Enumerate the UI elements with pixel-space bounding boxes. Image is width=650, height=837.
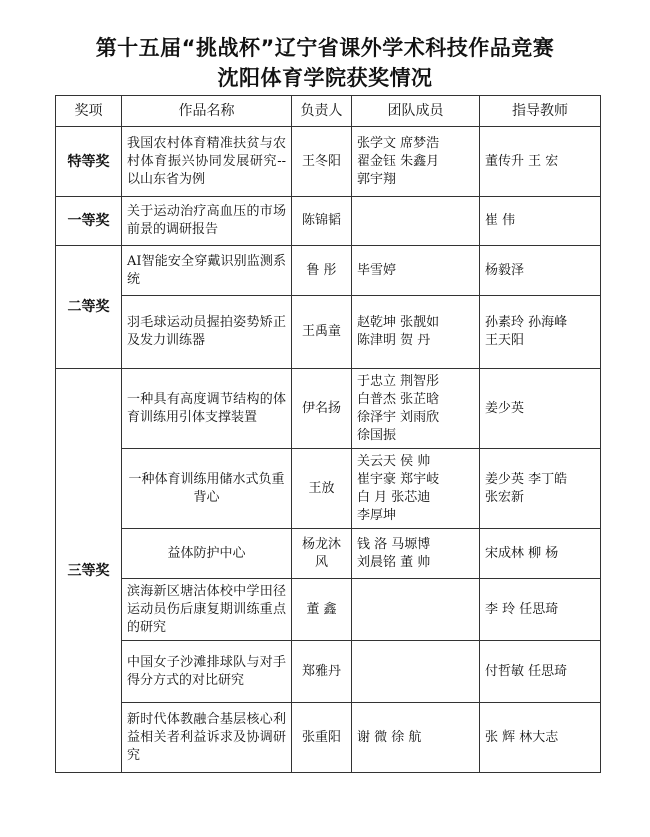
table-row — [56, 197, 601, 246]
leader-name: 杨龙沐风 — [292, 529, 352, 579]
advisor-names: 孙素玲 孙海峰 王天阳 — [480, 296, 601, 369]
advisor-names: 崔 伟 — [480, 197, 601, 246]
header-advisor: 指导教师 — [480, 96, 601, 127]
page-subtitle: 沈阳体育学院获奖情况 — [217, 66, 433, 90]
work-name: 中国女子沙滩排球队与对手得分方式的对比研究 — [122, 641, 292, 703]
leader-name: 董 鑫 — [292, 579, 352, 641]
table-row — [56, 369, 601, 449]
team-members — [352, 579, 480, 641]
work-name: 新时代体教融合基层核心利益相关者利益诉求及协调研究 — [122, 703, 292, 773]
header-award: 奖项 — [56, 96, 122, 127]
header-leader: 负责人 — [292, 96, 352, 127]
work-name: 滨海新区塘沽体校中学田径运动员伤后康复期训练重点的研究 — [122, 579, 292, 641]
awards-table — [55, 95, 601, 773]
work-name: 一种体育训练用储水式负重背心 — [122, 449, 292, 529]
leader-name: 张重阳 — [292, 703, 352, 773]
table-row — [56, 529, 601, 579]
work-name: 益体防护中心 — [122, 529, 292, 579]
work-name: 我国农村体育精准扶贫与农村体育振兴协同发展研究--以山东省为例 — [122, 127, 292, 197]
team-members — [352, 641, 480, 703]
leader-name: 王冬阳 — [292, 127, 352, 197]
team-members: 张学文 席梦浩 翟金钰 朱鑫月 郭宇翔 — [352, 127, 480, 197]
table-row — [56, 641, 601, 703]
award-special: 特等奖 — [56, 127, 122, 197]
header-team: 团队成员 — [352, 96, 480, 127]
leader-name: 王禹童 — [292, 296, 352, 369]
advisor-names: 李 玲 任思琦 — [480, 579, 601, 641]
advisor-names: 付哲敏 任思琦 — [480, 641, 601, 703]
table-row — [56, 579, 601, 641]
advisor-names: 姜少英 李丁皓 张宏新 — [480, 449, 601, 529]
advisor-names: 张 辉 林大志 — [480, 703, 601, 773]
header-work: 作品名称 — [122, 96, 292, 127]
advisor-names: 宋成林 柳 杨 — [480, 529, 601, 579]
table-row — [56, 449, 601, 529]
table-row — [56, 703, 601, 773]
leader-name: 鲁 彤 — [292, 246, 352, 296]
leader-name: 伊名扬 — [292, 369, 352, 449]
table-header-row — [56, 96, 601, 127]
work-name: 羽毛球运动员握拍姿势矫正及发力训练器 — [122, 296, 292, 369]
table-row — [56, 296, 601, 369]
advisor-names: 董传升 王 宏 — [480, 127, 601, 197]
work-name: 一种具有高度调节结构的体育训练用引体支撑装置 — [122, 369, 292, 449]
team-members: 钱 洛 马塬博 刘晨铭 董 帅 — [352, 529, 480, 579]
team-members: 于忠立 荆智彤 白普杰 张芷晗 徐泽宇 刘雨欣 徐国振 — [352, 369, 480, 449]
advisor-names: 姜少英 — [480, 369, 601, 449]
table-row — [56, 246, 601, 296]
team-members: 赵乾坤 张靓如 陈津明 贺 丹 — [352, 296, 480, 369]
team-members: 毕雪婷 — [352, 246, 480, 296]
award-first: 一等奖 — [56, 197, 122, 246]
work-name: AI智能安全穿戴识别监测系统 — [122, 246, 292, 296]
team-members: 关云天 侯 帅 崔宇豪 郑宇岐 白 月 张芯迪 李厚坤 — [352, 449, 480, 529]
award-third: 三等奖 — [56, 369, 122, 773]
table-row — [56, 127, 601, 197]
work-name: 关于运动治疗高血压的市场前景的调研报告 — [122, 197, 292, 246]
team-members — [352, 197, 480, 246]
advisor-names: 杨毅泽 — [480, 246, 601, 296]
leader-name: 王放 — [292, 449, 352, 529]
leader-name: 郑雅丹 — [292, 641, 352, 703]
page-title: 第十五届“挑战杯”辽宁省课外学术科技作品竞赛 — [95, 36, 555, 60]
award-second: 二等奖 — [56, 246, 122, 369]
team-members: 谢 微 徐 航 — [352, 703, 480, 773]
leader-name: 陈锦韬 — [292, 197, 352, 246]
